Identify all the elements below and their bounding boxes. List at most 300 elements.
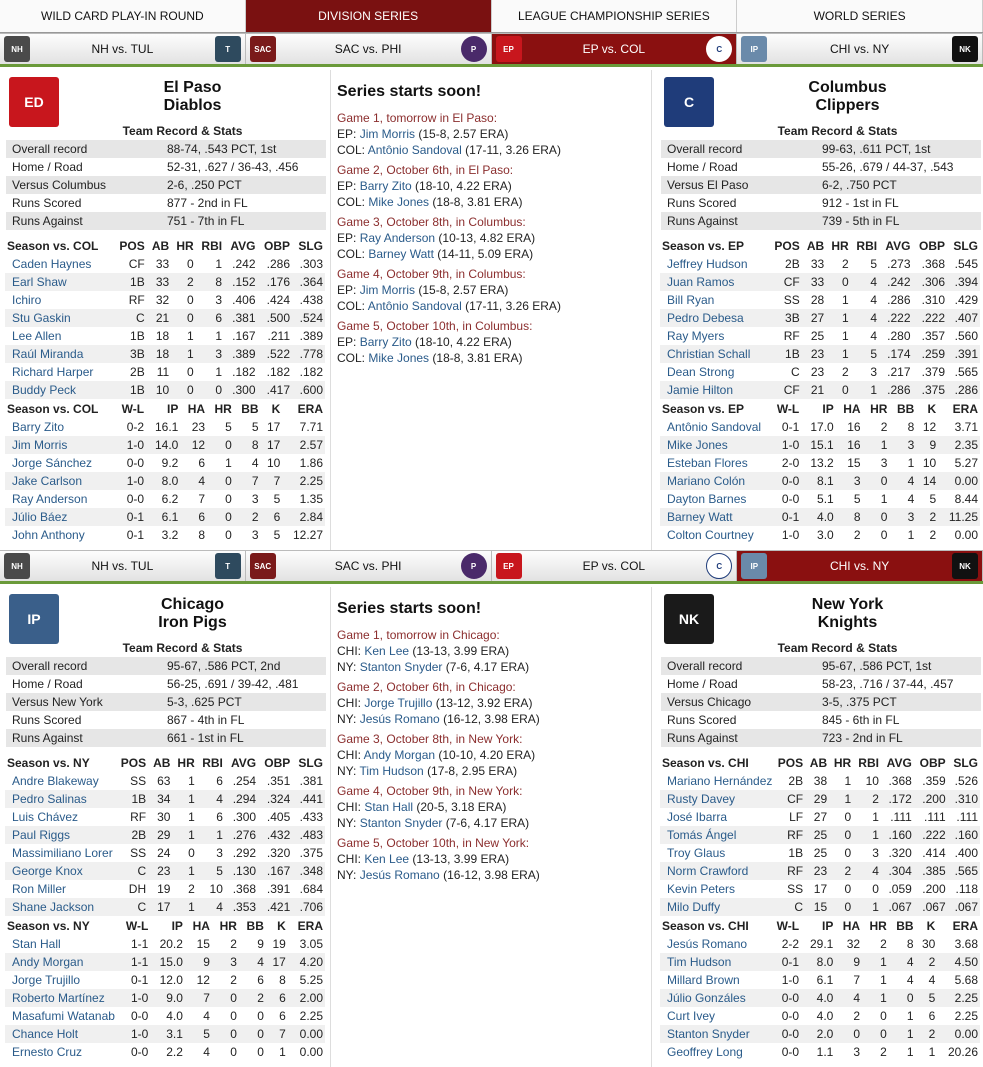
pitching-table <box>5 399 325 544</box>
batter-row <box>5 772 325 790</box>
batter-name-link[interactable]: Tomás Ángel <box>660 826 772 844</box>
batter-stat: 33 <box>147 273 172 291</box>
matchup-chi-ny[interactable] <box>737 34 983 64</box>
batter-row <box>660 862 980 880</box>
record-label: Runs Scored <box>667 713 737 727</box>
batter-stat: 0 <box>171 381 196 399</box>
batter-name-link[interactable]: Raúl Miranda <box>5 345 113 363</box>
batter-row <box>660 844 980 862</box>
batter-name-link[interactable]: Jeffrey Hudson <box>667 257 748 271</box>
pitcher-stat: 8 <box>836 508 863 526</box>
batter-stat: 2B <box>785 257 800 271</box>
tab-league-championship[interactable]: LEAGUE CHAMPIONSHIP SERIES <box>492 0 738 32</box>
pitcher-stat: 4.0 <box>801 989 835 1007</box>
pitcher-stat: 1.86 <box>299 456 323 470</box>
pitcher-stat: 0-1 <box>768 508 801 526</box>
batter-stat: 19 <box>157 882 171 896</box>
probable-starter <box>337 851 651 867</box>
batter-stat: .276 <box>225 826 258 844</box>
pitcher-stat: 6 <box>257 973 264 987</box>
pitching-table <box>660 399 980 544</box>
pitcher-name-link[interactable]: Júlio Gonzáles <box>660 989 768 1007</box>
pitcher-stat: 9 <box>257 937 264 951</box>
pitcher-stat: 2.0 <box>801 1025 835 1043</box>
record-value: 661 - 1st in FL <box>167 731 244 745</box>
batter-stat: .217 <box>887 365 911 379</box>
batter-name-link[interactable]: Troy Glaus <box>667 846 726 860</box>
batter-name-link[interactable]: Rusty Davey <box>660 790 772 808</box>
pitcher-stat: 32 <box>846 937 861 951</box>
pitcher-stat: 17 <box>266 420 281 434</box>
pitching-table <box>660 916 980 1061</box>
batter-name-link[interactable]: Earl Shaw <box>5 273 113 291</box>
batter-stat: .200 <box>922 882 946 896</box>
pitcher-stat: 8.0 <box>146 472 180 490</box>
batter-stat: .222 <box>914 826 948 844</box>
batter-name-link[interactable]: Norm Crawford <box>660 862 772 880</box>
batter-stat: 38 <box>813 774 828 788</box>
pitcher-stat: 0.00 <box>299 1045 323 1059</box>
batter-stat: .417 <box>258 381 292 399</box>
batter-name-link[interactable]: Jamie Hilton <box>660 381 768 399</box>
pitcher-name-link[interactable]: Antônio Sandoval <box>667 420 762 434</box>
pitcher-stat: 1-0 <box>781 528 800 542</box>
batter-name-link[interactable]: José Ibarra <box>667 810 728 824</box>
pitcher-stat: 3.0 <box>817 528 834 542</box>
stat-header: K <box>926 918 936 933</box>
pitcher-stat: 0 <box>230 1009 237 1023</box>
pitcher-link[interactable]: Antônio Sandoval <box>367 143 462 157</box>
stat-header: HA <box>192 918 210 933</box>
batter-row <box>5 255 325 273</box>
record-table <box>6 657 326 747</box>
pitcher-stat: 12.0 <box>159 973 183 987</box>
batter-stat: 3 <box>216 846 223 860</box>
batter-name-link[interactable]: Pedro Salinas <box>5 790 115 808</box>
pitcher-stat: 5.68 <box>954 973 978 987</box>
pitcher-name-link[interactable]: Geoffrey Long <box>667 1045 743 1059</box>
pitcher-record: (14-11, 5.09 ERA) <box>437 247 534 261</box>
batter-stat: 23 <box>148 862 172 880</box>
team-city: Columbus <box>808 79 887 96</box>
batter-stat: .359 <box>922 774 946 788</box>
batter-stat: 4 <box>853 862 881 880</box>
matchup-bar-top <box>0 33 983 67</box>
batter-stat: 0 <box>196 381 224 399</box>
pitcher-stat: 5 <box>929 492 937 506</box>
batter-stat: C <box>791 365 800 379</box>
pitcher-stat: 3 <box>889 436 916 454</box>
batter-stat: .406 <box>232 293 256 307</box>
batter-stat: 0 <box>826 381 851 399</box>
batter-stat: .357 <box>921 329 946 343</box>
pitcher-name-link[interactable]: Jim Morris <box>5 436 113 454</box>
pitcher-name-link[interactable]: Jake Carlson <box>5 472 113 490</box>
pitcher-stat: 10 <box>922 456 937 470</box>
batter-stat: 4 <box>851 309 879 327</box>
batter-name-link[interactable]: Richard Harper <box>12 365 94 379</box>
pitcher-name-link[interactable]: Masafumi Watanab <box>12 1009 115 1023</box>
pitcher-record: (15-8, 2.57 ERA) <box>418 283 509 297</box>
pitcher-name-link[interactable]: Stan Hall <box>12 937 61 951</box>
matchup-ep-col[interactable] <box>492 34 738 64</box>
batter-name-link[interactable]: George Knox <box>5 862 115 880</box>
pitcher-name-link[interactable]: Mike Jones <box>660 436 768 454</box>
pitcher-row <box>5 971 325 989</box>
probable-starter <box>337 350 651 366</box>
pitcher-stat: 0-0 <box>126 492 145 506</box>
record-row <box>6 657 326 675</box>
pitcher-name-link[interactable]: Ernesto Cruz <box>12 1045 83 1059</box>
pitcher-record: (18-10, 4.22 ERA) <box>415 335 512 349</box>
batter-name-link[interactable]: Ichiro <box>12 293 42 307</box>
pitcher-name-link[interactable]: Curt Ivey <box>667 1009 716 1023</box>
batter-name-link[interactable]: Caden Haynes <box>12 257 92 271</box>
batter-row <box>660 345 980 363</box>
pitcher-name-link[interactable]: Barry Zito <box>12 420 65 434</box>
pitcher-name-link[interactable]: Júlio Báez <box>5 508 113 526</box>
pitcher-stat: 5 <box>916 989 938 1007</box>
pitcher-stat: 0.00 <box>937 1025 980 1043</box>
pitcher-stat: 5 <box>853 492 861 506</box>
batter-stat: 1 <box>172 790 196 808</box>
team-name <box>60 79 325 115</box>
batter-name-link[interactable]: Lee Allen <box>12 329 62 343</box>
pitcher-name-link[interactable]: Chance Holt <box>5 1025 117 1043</box>
pitcher-stat: 7 <box>853 973 861 987</box>
pitcher-link[interactable]: Jim Morris <box>359 127 416 141</box>
record-row <box>6 212 326 230</box>
batter-row <box>660 291 980 309</box>
pitcher-name-link[interactable]: Mariano Colón <box>660 472 768 490</box>
pitcher-row <box>660 953 980 971</box>
batter-name-link[interactable]: Luis Chávez <box>12 810 79 824</box>
batter-stat: .560 <box>954 329 978 343</box>
pitcher-name-link[interactable]: Jorge Trujillo <box>12 973 81 987</box>
team-city: Chicago <box>160 596 225 613</box>
team-abbr: EP: <box>337 283 357 297</box>
team-header <box>0 587 325 632</box>
batter-stat: 1B <box>115 790 148 808</box>
pitcher-name-link[interactable]: Millard Brown <box>667 973 740 987</box>
matchup-nh-tul[interactable] <box>0 551 246 581</box>
batter-stat: .160 <box>948 826 980 844</box>
pitcher-stat: 9 <box>185 953 212 971</box>
record-label: Home / Road <box>667 160 738 174</box>
record-value: 58-23, .716 / 37-44, .457 <box>822 677 954 691</box>
pitcher-row <box>660 989 980 1007</box>
matchup-label: NH vs. TUL <box>91 559 154 573</box>
record-value: 2-6, .250 PCT <box>167 178 242 192</box>
stat-header: OBP <box>264 755 291 770</box>
batter-name-link[interactable]: Shane Jackson <box>5 898 115 916</box>
record-value: 3-5, .375 PCT <box>822 695 897 709</box>
pitcher-link[interactable]: Tim Hudson <box>359 764 424 778</box>
pitcher-name-link[interactable]: Esteban Flores <box>667 456 748 470</box>
batter-stat: .706 <box>292 898 325 916</box>
batter-row <box>5 363 325 381</box>
pitcher-link[interactable]: Mike Jones <box>368 195 430 209</box>
pitcher-link[interactable]: Barney Watt <box>368 247 434 261</box>
pitcher-row <box>5 526 325 544</box>
batting-header <box>5 236 325 255</box>
stat-header: BB <box>897 401 915 416</box>
pitcher-name-link[interactable]: Dayton Barnes <box>667 492 747 506</box>
pitcher-name-link[interactable]: Andy Morgan <box>5 953 117 971</box>
record-label: Overall record <box>667 142 743 156</box>
batter-row <box>660 363 980 381</box>
team-abbr: EP: <box>337 231 357 245</box>
pitcher-stat: 8 <box>279 973 286 987</box>
batter-name-link[interactable]: Ron Miller <box>12 882 67 896</box>
stat-header: BB <box>896 918 914 933</box>
batter-row <box>660 327 980 345</box>
pitcher-name-link[interactable]: Ray Anderson <box>12 492 88 506</box>
pitcher-stat: 4 <box>251 456 259 470</box>
pitcher-link[interactable]: Stanton Snyder <box>359 816 443 830</box>
batter-stat: 1 <box>197 826 225 844</box>
stat-header: OBP <box>264 238 291 253</box>
pitcher-stat: 0 <box>230 1045 237 1059</box>
batter-stat: .160 <box>881 826 914 844</box>
nh-logo-icon: NH <box>4 553 30 579</box>
chi-logo-icon: IP <box>741 553 767 579</box>
pitcher-stat: 0-0 <box>131 1009 149 1023</box>
batter-name-link[interactable]: Ray Myers <box>667 329 725 343</box>
pitcher-stat: 1-0 <box>113 436 146 454</box>
pitcher-stat: 1-0 <box>117 1025 150 1043</box>
batter-name-link[interactable]: Mariano Hernández <box>667 774 772 788</box>
stat-header: IP <box>167 401 179 416</box>
batter-stat: 6 <box>216 774 223 788</box>
pitcher-link[interactable]: Antônio Sandoval <box>367 299 462 313</box>
batter-stat: .351 <box>266 774 291 788</box>
batter-stat: .684 <box>299 882 323 896</box>
batter-row <box>660 808 980 826</box>
tab-wild-card[interactable]: WILD CARD PLAY-IN ROUND <box>0 0 246 32</box>
matchup-nh-tul[interactable] <box>0 34 246 64</box>
batter-name-link[interactable]: Stu Gaskin <box>5 309 113 327</box>
matchup-label: EP vs. COL <box>582 42 646 56</box>
pitcher-link[interactable]: Stanton Snyder <box>359 660 443 674</box>
pitcher-stat: 8 <box>234 436 261 454</box>
batter-row <box>5 844 325 862</box>
batter-name-link[interactable]: Bill Ryan <box>667 293 715 307</box>
batter-stat: .545 <box>954 257 978 271</box>
probable-starter <box>337 230 651 246</box>
pitcher-link[interactable]: Mike Jones <box>368 351 430 365</box>
pitcher-stat: 2 <box>916 508 938 526</box>
pitcher-name-link[interactable]: Jesús Romano <box>667 937 748 951</box>
pitcher-link[interactable]: Andy Morgan <box>363 748 436 762</box>
record-label: Home / Road <box>12 160 83 174</box>
batter-stat: .118 <box>955 882 978 896</box>
batter-stat: 33 <box>155 257 170 271</box>
record-table <box>661 657 981 747</box>
team-abbr: CHI: <box>337 696 361 710</box>
batter-stat: .152 <box>224 273 257 291</box>
batter-row <box>5 790 325 808</box>
stat-header: HA <box>843 401 861 416</box>
pitcher-link[interactable]: Barry Zito <box>359 179 412 193</box>
batter-name-link[interactable]: Buddy Peck <box>5 381 113 399</box>
pitcher-link[interactable]: Ken Lee <box>364 852 410 866</box>
matchup-ep-col[interactable] <box>492 551 738 581</box>
batter-stat: SS <box>130 846 147 860</box>
pitcher-stat: 17 <box>261 436 283 454</box>
batter-stat: 0 <box>187 365 194 379</box>
matchup-sac-phi[interactable] <box>246 551 492 581</box>
stat-header: SLG <box>298 755 323 770</box>
pitcher-link[interactable]: Barry Zito <box>359 335 412 349</box>
batter-row <box>5 345 325 363</box>
batter-name-link[interactable]: Massimiliano Lorer <box>12 846 113 860</box>
pitcher-stat: 8.1 <box>801 472 835 490</box>
batter-stat: CF <box>768 273 802 291</box>
pitcher-record: (13-13, 3.99 ERA) <box>412 852 510 866</box>
batter-stat: 3 <box>196 345 224 363</box>
pitcher-row <box>5 436 325 454</box>
pitcher-stat: 1-0 <box>117 989 150 1007</box>
batter-stat: .306 <box>913 273 947 291</box>
pitcher-stat: 1-1 <box>117 953 150 971</box>
team-panel <box>0 587 325 1061</box>
pitcher-link[interactable]: Stan Hall <box>364 800 414 814</box>
pitcher-row <box>660 418 980 436</box>
pitcher-stat: 0 <box>207 508 234 526</box>
batter-name-link[interactable]: Kevin Peters <box>667 882 736 896</box>
pitcher-stat: 1 <box>279 1045 286 1059</box>
pitcher-stat: 9 <box>835 953 862 971</box>
pitcher-stat: 6.2 <box>161 492 179 506</box>
batter-stat: 25 <box>810 329 825 343</box>
batter-name-link[interactable]: Milo Duffy <box>660 898 772 916</box>
matchup-sac-phi[interactable] <box>246 34 492 64</box>
pitcher-name-link[interactable]: Colton Courtney <box>667 528 754 542</box>
batter-stat: 2B <box>788 774 804 788</box>
nh-logo-icon: NH <box>4 36 30 62</box>
batter-stat: .172 <box>881 790 914 808</box>
pitcher-stat: 4 <box>889 953 916 971</box>
pitcher-name-link[interactable]: John Anthony <box>12 528 85 542</box>
pitcher-stat: 5 <box>273 528 281 542</box>
batter-stat: .320 <box>888 846 912 860</box>
pitcher-stat: 7 <box>198 492 206 506</box>
tab-world-series[interactable]: WORLD SERIES <box>737 0 983 32</box>
pitcher-stat: 8 <box>906 937 914 951</box>
batter-stat: .391 <box>266 882 291 896</box>
team-abbr: NY: <box>337 660 357 674</box>
batter-row <box>660 309 980 327</box>
pitcher-stat: 7 <box>234 472 261 490</box>
tab-division-series[interactable]: DIVISION SERIES <box>246 0 492 32</box>
pitcher-link[interactable]: Jesús Romano <box>359 868 440 882</box>
batter-stat: 2 <box>188 882 195 896</box>
batter-stat: 25 <box>805 826 829 844</box>
batter-name-link[interactable]: Juan Ramos <box>660 273 768 291</box>
pitcher-stat: 0-0 <box>768 1025 801 1043</box>
pitcher-link[interactable]: Jim Morris <box>359 283 416 297</box>
batter-name-link[interactable]: Andre Blakeway <box>12 774 99 788</box>
batter-stat: 0 <box>171 309 196 327</box>
stat-header: AVG <box>886 755 912 770</box>
batter-stat: CF <box>128 257 145 271</box>
batter-row <box>660 880 980 898</box>
pitcher-stat: 9 <box>916 436 938 454</box>
batting-header <box>5 753 325 772</box>
stat-header: AVG <box>230 238 256 253</box>
game-title: Game 4, October 9th, in New York: <box>337 784 523 798</box>
probable-starter <box>337 194 651 210</box>
batter-name-link[interactable]: Pedro Debesa <box>660 309 768 327</box>
pitcher-link[interactable]: Jesús Romano <box>359 712 440 726</box>
pitcher-link[interactable]: Ken Lee <box>364 644 410 658</box>
batter-stat: .522 <box>258 345 292 363</box>
batter-stat: 1 <box>853 826 881 844</box>
pitcher-stat: 7 <box>185 989 212 1007</box>
batter-name-link[interactable]: Christian Schall <box>660 345 768 363</box>
batter-stat: 34 <box>148 790 172 808</box>
batter-stat: .565 <box>954 365 978 379</box>
pitcher-stat: 0-1 <box>781 420 800 434</box>
batter-stat: LF <box>789 810 804 824</box>
pitcher-name-link[interactable]: Tim Hudson <box>660 953 768 971</box>
team-logo-icon: IP <box>9 594 59 644</box>
record-value: 6-2, .750 PCT <box>822 178 897 192</box>
game-title: Game 5, October 10th, in Columbus: <box>337 319 533 333</box>
batter-stat: .565 <box>948 862 980 880</box>
pitcher-link[interactable]: Jorge Trujillo <box>364 696 433 710</box>
batter-row <box>5 291 325 309</box>
batter-name-link[interactable]: Paul Riggs <box>5 826 115 844</box>
pitcher-stat: 1 <box>928 1045 936 1059</box>
pitcher-record: (7-6, 4.17 ERA) <box>445 816 530 830</box>
batter-stat: 4 <box>870 329 878 343</box>
batter-name-link[interactable]: Dean Strong <box>667 365 735 379</box>
pitcher-name-link[interactable]: Stanton Snyder <box>660 1025 768 1043</box>
batter-row <box>5 309 325 327</box>
pitcher-stat: 20.26 <box>947 1045 978 1059</box>
batter-stat: 4 <box>851 273 879 291</box>
pitcher-row <box>5 490 325 508</box>
stat-header: IP <box>822 918 834 933</box>
pitcher-link[interactable]: Ray Anderson <box>359 231 436 245</box>
batter-stat: 8 <box>196 273 224 291</box>
pitcher-name-link[interactable]: Roberto Martínez <box>5 989 117 1007</box>
team-abbr: COL: <box>337 351 366 365</box>
pitcher-record: (18-10, 4.22 ERA) <box>415 179 512 193</box>
batter-stat: 32 <box>155 293 170 307</box>
pitcher-stat: 4 <box>203 1045 210 1059</box>
pitcher-stat: 14 <box>916 472 938 490</box>
pitcher-record: (18-8, 3.81 ERA) <box>432 195 523 209</box>
stat-header: POS <box>777 755 804 770</box>
game-block <box>337 110 651 158</box>
matchup-chi-ny[interactable] <box>737 551 983 581</box>
pitcher-name-link[interactable]: Jorge Sánchez <box>12 456 93 470</box>
batter-stat: 6 <box>196 309 224 327</box>
pitcher-name-link[interactable]: Barney Watt <box>660 508 768 526</box>
batter-stat: C <box>115 898 148 916</box>
pitcher-row <box>660 1043 980 1061</box>
stat-header: W-L <box>121 401 145 416</box>
pitcher-stat: 2.25 <box>282 472 325 490</box>
game-block <box>337 162 651 210</box>
pitcher-stat: 3 <box>251 528 259 542</box>
pitcher-stat: 2 <box>230 937 237 951</box>
record-label: Runs Scored <box>12 196 82 210</box>
pitcher-stat: 6.1 <box>146 508 180 526</box>
